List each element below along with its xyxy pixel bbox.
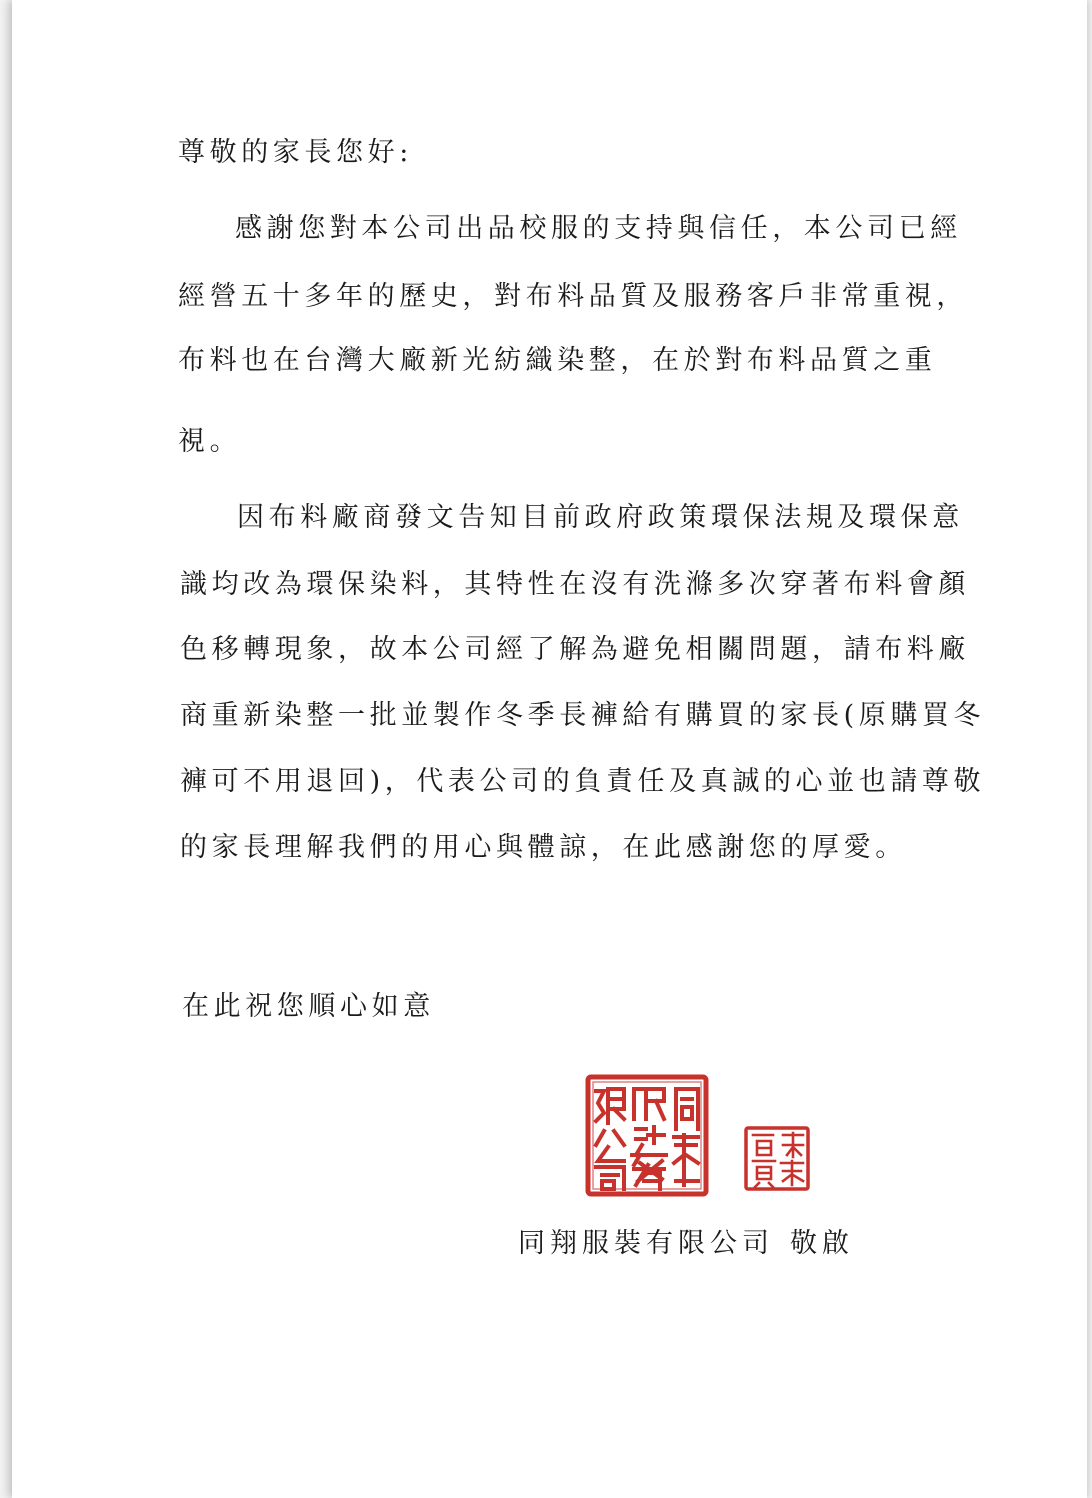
letter-page — [12, 0, 1087, 1498]
paragraph2-line-3: 色移轉現象，故本公司經了解為避免相關問題，請布料廠 — [180, 634, 970, 665]
paragraph2-line-6: 的家長理解我們的用心與體諒，在此感謝您的厚愛。 — [180, 832, 907, 863]
paragraph1-line-2: 經營五十多年的歷史，對布料品質及服務客戶非常重視， — [178, 281, 968, 312]
paragraph2-line-5: 褲可不用退回)，代表公司的負責任及真誠的心並也請尊敬 — [180, 766, 986, 797]
respectfully-yours: 敬啟 — [790, 1228, 854, 1259]
paragraph1-line-1: 感謝您對本公司出品校服的支持與信任，本公司已經 — [235, 213, 962, 244]
company-seal-stamp — [584, 1073, 710, 1198]
salutation: 尊敬的家長您好: — [178, 137, 413, 168]
paragraph2-line-1: 因布料廠商發文告知目前政府政策環保法規及環保意 — [237, 502, 964, 533]
personal-seal-stamp — [743, 1125, 811, 1192]
paragraph1-line-4: 視。 — [178, 426, 242, 457]
paragraph2-line-2: 識均改為環保染料，其特性在沒有洗滌多次穿著布料會顏 — [180, 569, 970, 600]
closing-wish: 在此祝您順心如意 — [182, 991, 435, 1022]
paragraph2-line-4: 商重新染整一批並製作冬季長褲給有購買的家長(原購買冬 — [180, 700, 986, 731]
company-signature: 同翔服裝有限公司 — [518, 1228, 774, 1259]
paragraph1-line-3: 布料也在台灣大廠新光紡織染整，在於對布料品質之重 — [178, 345, 937, 376]
